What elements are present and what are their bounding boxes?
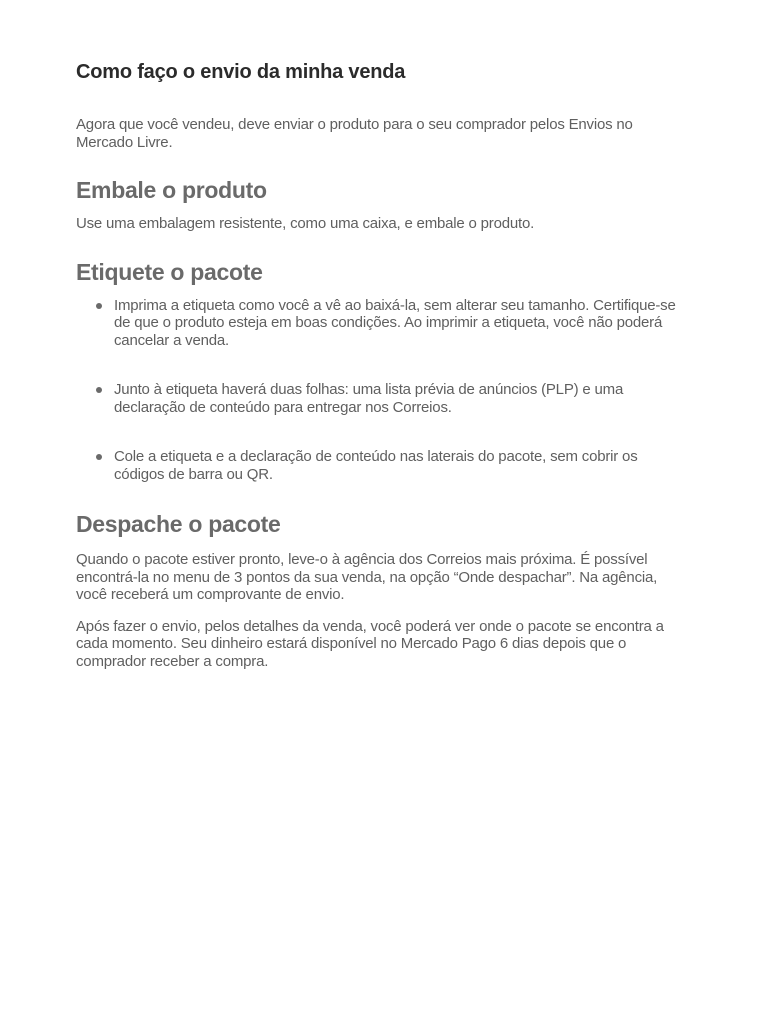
bullet-icon	[96, 454, 102, 460]
list-item-text: Cole a etiqueta e a declaração de conteúdo nas laterais do pacote, sem cobrir os códigos de barra ou QR.	[114, 448, 638, 483]
section-despache	[76, 509, 688, 670]
bullet-list	[76, 297, 688, 484]
list-item	[114, 381, 688, 416]
list-item	[114, 448, 688, 483]
list-item-text: Junto à etiqueta haverá duas folhas: uma lista prévia de anúncios (PLP) e uma declaração de conteúdo para entregar nos Correios.	[114, 381, 624, 416]
section-paragraph: Após fazer o envio, pelos detalhes da venda, você poderá ver onde o pacote se encontra a cada momento. Seu dinheiro estará disponível no Mercado Pago 6 dias depois que o comprador receber a compra.	[76, 617, 664, 670]
bullet-icon	[96, 387, 102, 393]
section-paragraph: Quando o pacote estiver pronto, leve-o à agência dos Correios mais próxima. É possível encontrá-la no menu de 3 pontos da sua venda, na opção “Onde despachar”. Na agência, você receberá um comprovante de envio.	[76, 551, 658, 603]
intro-paragraph: Agora que você vendeu, deve enviar o produto para o seu comprador pelos Envios no Mercado Livre.	[76, 116, 633, 151]
section-embale	[76, 175, 688, 233]
page-title: Como faço o envio da minha venda	[76, 61, 406, 83]
section-heading-etiquete: Etiquete o pacote	[76, 258, 263, 285]
list-item-text: Imprima a etiqueta como você a vê ao baixá-la, sem alterar seu tamanho. Certifique-se de que o produto esteja em boas condições. Ao imprimir a etiqueta, você não poderá cancelar a venda.	[114, 296, 676, 349]
list-item	[114, 297, 688, 350]
section-heading-despache: Despache o pacote	[76, 511, 281, 537]
document-page	[76, 58, 688, 694]
section-heading-embale: Embale o produto	[76, 177, 267, 203]
section-paragraph: Use uma embalagem resistente, como uma caixa, e embale o produto.	[76, 215, 535, 232]
section-etiquete	[76, 257, 688, 484]
bullet-icon	[96, 303, 102, 309]
